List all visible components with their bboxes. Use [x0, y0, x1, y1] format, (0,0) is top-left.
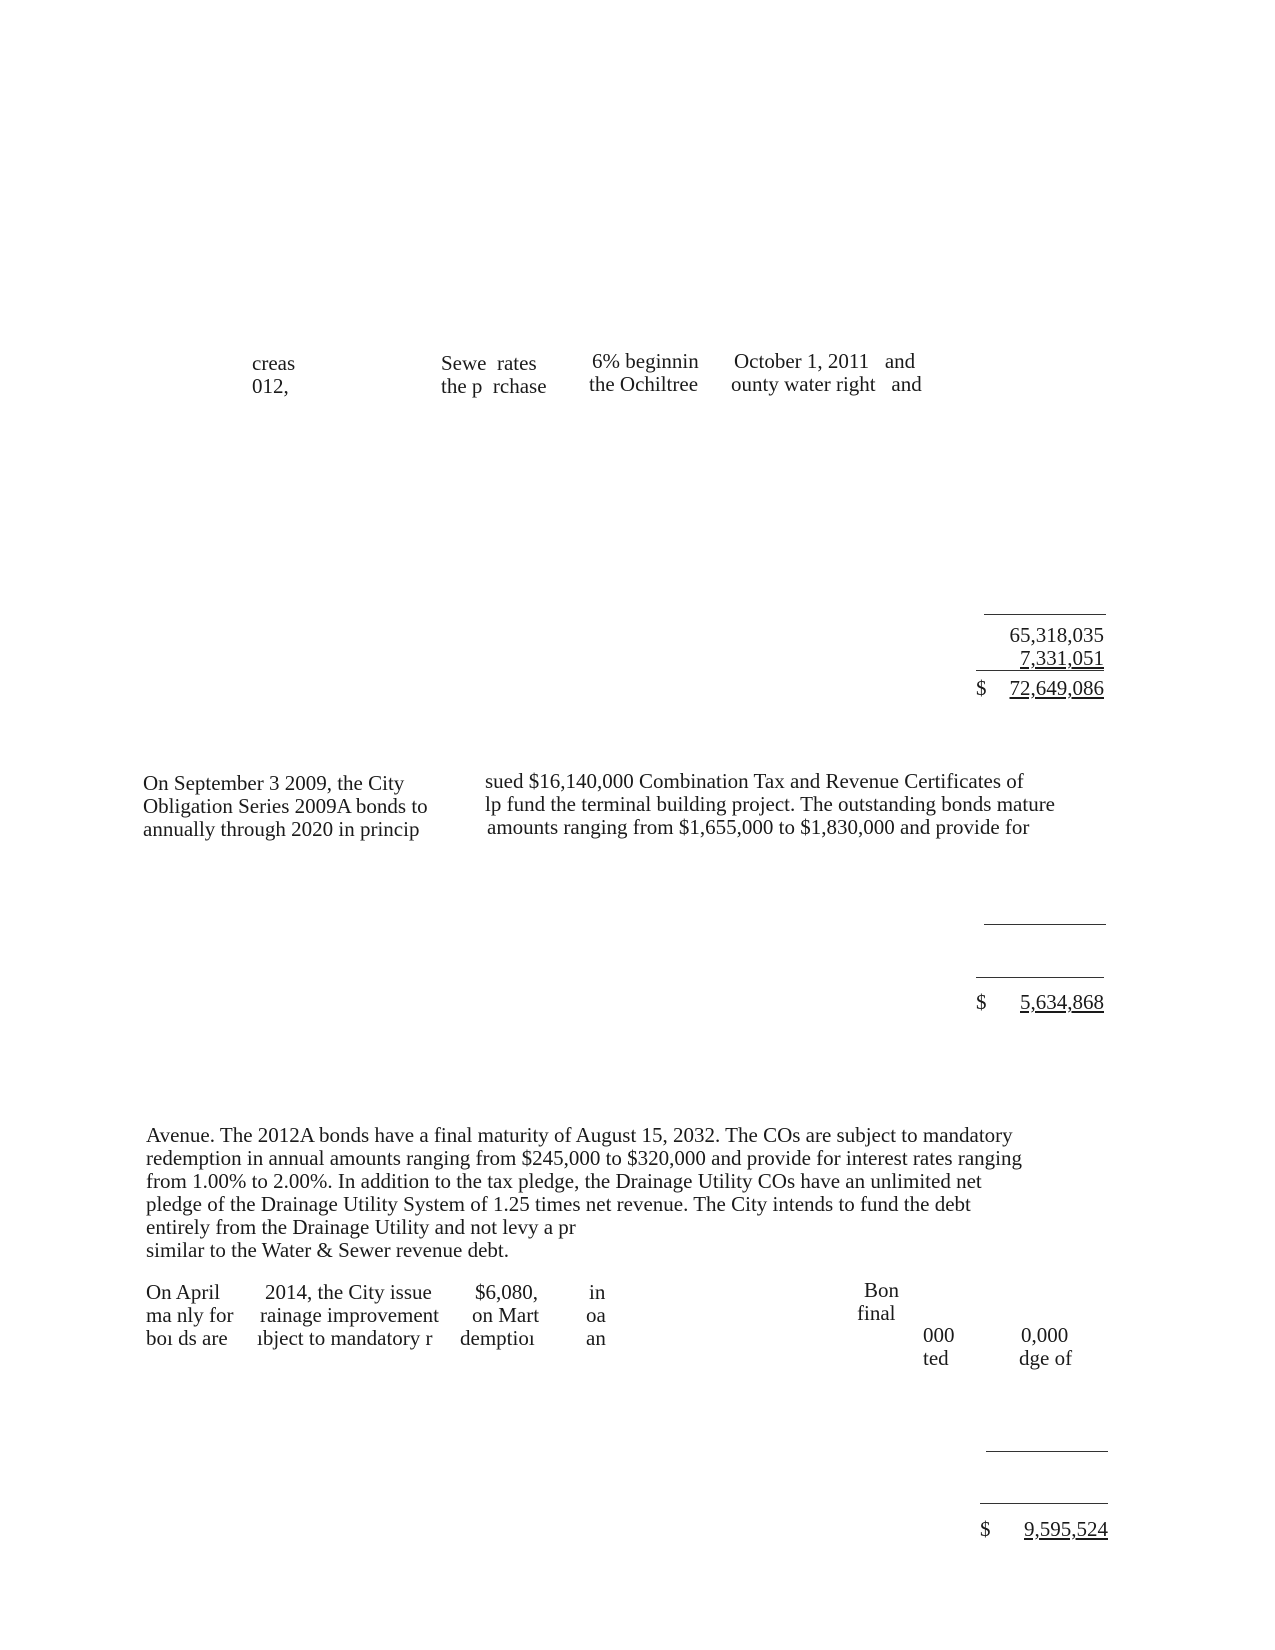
fragment-text: final [857, 1301, 896, 1325]
paragraph-line: amounts ranging from $1,655,000 to $1,830,000 and provide for [487, 815, 1030, 839]
fragment-text: oa [586, 1303, 606, 1327]
fragment-text: ounty water right and [731, 372, 922, 396]
paragraph-line: entirely from the Drainage Utility and not levy a pr [146, 1215, 576, 1239]
paragraph-line: sued $16,140,000 Combination Tax and Revenue Certificates of [485, 769, 1024, 793]
sum-rule [984, 614, 1106, 615]
fragment-text: October 1, 2011 and [734, 349, 916, 373]
paragraph-line: annually through 2020 in princip [143, 817, 420, 841]
fragment-text: on Mart [472, 1303, 540, 1327]
sum-rule [986, 1451, 1108, 1452]
fragment-text: dge of [1019, 1346, 1073, 1370]
fragment-text: Bon [864, 1278, 900, 1302]
paragraph-line: from 1.00% to 2.00%. In addition to the tax pledge, the Drainage Utility COs have an unlimited net [146, 1169, 982, 1193]
fragment-text: ted [923, 1346, 949, 1370]
dollar-sign: $ [976, 990, 987, 1014]
sum-rule [984, 924, 1106, 925]
fragment-text: 0,000 [1021, 1323, 1069, 1347]
paragraph-line: similar to the Water & Sewer revenue debt. [146, 1238, 509, 1262]
fragment-text: the Ochiltree [589, 372, 699, 396]
fragment-text: the p rchase [441, 374, 547, 398]
sum-rule [980, 1503, 1108, 1504]
fragment-text: ıbject to mandatory r [257, 1326, 433, 1350]
sum-rule [976, 977, 1104, 978]
fragment-text: an [586, 1326, 606, 1350]
paragraph-line: On September 3 2009, the City [143, 771, 405, 795]
paragraph-line: redemption in annual amounts ranging from $245,000 to $320,000 and provide for interest rates ranging [146, 1146, 1022, 1170]
fragment-text: 6% beginnin [592, 349, 699, 373]
amount-line: 65,318,035 [1009, 623, 1104, 647]
dollar-sign: $ [976, 676, 987, 700]
total-amount: 72,649,086 [1009, 676, 1104, 700]
fragment-text: ma nly for [146, 1303, 234, 1327]
dollar-sign: $ [980, 1517, 991, 1541]
total-amount: 5,634,868 [1020, 990, 1104, 1014]
fragment-text: 000 [923, 1323, 955, 1347]
fragment-text: boı ds are [146, 1326, 228, 1350]
fragment-text: in [589, 1280, 606, 1304]
fragment-text: demptioı [460, 1326, 535, 1350]
amount-line: 7,331,051 [1020, 646, 1104, 670]
fragment-text: 012, [252, 374, 289, 398]
fragment-text: rainage improvement [260, 1303, 440, 1327]
sum-rule [976, 670, 1104, 671]
paragraph-line: Avenue. The 2012A bonds have a final maturity of August 15, 2032. The COs are subject to mandatory [146, 1123, 1013, 1147]
fragment-text: 2014, the City issue [265, 1280, 432, 1304]
paragraph-line: lp fund the terminal building project. The outstanding bonds mature [485, 792, 1056, 816]
fragment-text: On April [146, 1280, 221, 1304]
total-amount: 9,595,524 [1024, 1517, 1108, 1541]
paragraph-line: pledge of the Drainage Utility System of 1.25 times net revenue. The City intends to fund the debt [146, 1192, 971, 1216]
fragment-text: Sewe rates [441, 351, 537, 375]
fragment-text: creas [252, 351, 296, 375]
paragraph-line: Obligation Series 2009A bonds to [143, 794, 428, 818]
fragment-text: $6,080, [475, 1280, 538, 1304]
